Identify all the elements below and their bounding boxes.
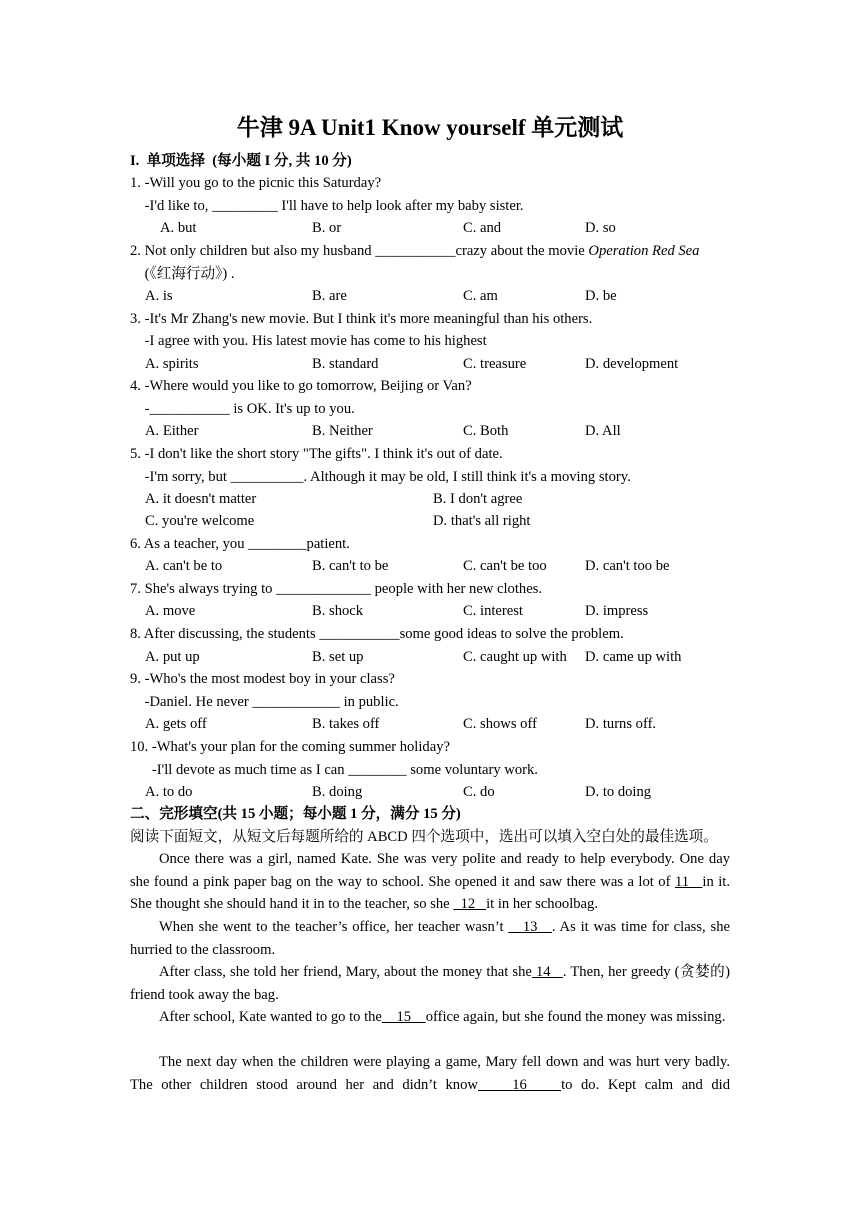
section1-heading: I. 单项选择 (每小题 I 分, 共 10 分) (130, 153, 352, 169)
question-7-line-1: 7. She's always trying to _____________ people with her new clothes. (130, 581, 543, 597)
p1-text-c: it in her schoolbag. (486, 896, 598, 913)
question-7-option-D: D. impress (585, 603, 649, 619)
blank-11: 11 (674, 873, 689, 890)
p3-text-a: After class, she told her friend, Mary, about the money that she (159, 964, 532, 980)
blank-16: 16 (512, 1076, 527, 1093)
question-9-line-2: -Daniel. He never ____________ in public. (130, 694, 399, 710)
p4-text-a: After school, Kate wanted to go to the (159, 1009, 382, 1025)
blank-12: 12 (460, 896, 476, 913)
p5-text-b: to do. Kept calm and did (561, 1076, 730, 1093)
question-2-option-A: A. is (145, 288, 173, 304)
question-8-option-C: C. caught up with (463, 649, 567, 665)
p1-text-a: Once there was a girl, named Kate. She was very polite and ready to help everybody. One day she found a pink paper bag on the way to school. She opened it and saw there was a lot of (130, 851, 730, 890)
question-1-option-A: A. but (160, 220, 197, 236)
passage-paragraph-4 (130, 1006, 730, 1029)
question-7-option-B: B. shock (312, 603, 364, 619)
blank-15: 15 (396, 1009, 412, 1025)
question-1-option-C: C. and (463, 220, 502, 236)
p2-text-b: . As it was time for class, she hurried to the classroom. (130, 919, 730, 958)
page-title: 牛津 9A Unit1 Know yourself 单元测试 (236, 115, 624, 140)
blank-14: 14 (535, 964, 551, 980)
question-3-line-1: 3. -It's Mr Zhang's new movie. But I think it's more meaningful than his others. (130, 311, 593, 327)
question-8-option-D: D. came up with (585, 649, 682, 665)
p5-text-a: The next day when the children were playing a game, Mary fell down and was hurt very badly. The other children stood around her and didn’t know (130, 1054, 730, 1093)
question-5-option-D: D. that's all right (433, 513, 531, 529)
question-1-option-D: D. so (585, 220, 616, 236)
question-5-line-1: 5. -I don't like the short story "The gifts". I think it's out of date. (130, 446, 503, 462)
question-4-option-B: B. Neither (312, 423, 373, 439)
question-4-option-A: A. Either (145, 423, 199, 439)
p1-text-b: in it. She thought she should hand it in to the teacher, so she (130, 873, 731, 913)
question-2-option-C: C. am (463, 288, 498, 304)
question-2-line-2: (《红海行动》) . (130, 266, 235, 282)
movie-title-italic: Operation Red Sea (588, 243, 700, 259)
section2-instruction: 阅读下面短文，从短文后每题所给的 ABCD 四个选项中，选出可以填入空白处的最佳选项。 (130, 829, 718, 845)
question-7-option-A: A. move (145, 603, 196, 619)
question-9-option-A: A. gets off (145, 716, 207, 732)
question-3-option-B: B. standard (312, 356, 379, 372)
section2-heading: 二、完形填空(共 15 小题；每小题 1 分，满分 15 分) (130, 806, 461, 822)
question-10-option-C: C. do (463, 784, 495, 800)
question-3-option-A: A. spirits (145, 356, 199, 372)
question-5-line-2: -I'm sorry, but __________. Although it may be old, I still think it's a moving story. (130, 469, 631, 485)
question-4-option-D: D. All (585, 423, 621, 439)
question-6-line-1: 6. As a teacher, you ________patient. (130, 536, 350, 552)
question-1-line-1: 1. -Will you go to the picnic this Saturday? (130, 175, 382, 191)
question-8-option-B: B. set up (312, 649, 364, 665)
question-3-option-C: C. treasure (463, 356, 527, 372)
blank-13: 13 (522, 919, 538, 935)
question-10-option-A: A. to do (145, 784, 193, 800)
p3-text-b: . Then, her greedy (贪婪的) friend took away the bag. (130, 964, 731, 1003)
question-5-option-A: A. it doesn't matter (145, 491, 257, 507)
question-5-option-B: B. I don't agree (433, 491, 523, 507)
question-6-option-A: A. can't be to (145, 558, 223, 574)
question-9-option-B: B. takes off (312, 716, 380, 732)
question-10-line-1: 10. -What's your plan for the coming summer holiday? (130, 739, 450, 755)
question-9-option-D: D. turns off. (585, 716, 657, 732)
passage-paragraph-2 (130, 916, 730, 961)
question-3-option-D: D. development (585, 356, 679, 372)
question-2-line-1: 2. Not only children but also my husband ___________crazy about the movie Operation Red Sea (130, 243, 700, 259)
passage-paragraph-3 (130, 961, 730, 1006)
question-3-line-2: -I agree with you. His latest movie has come to his highest (130, 333, 487, 349)
question-5-option-C: C. you're welcome (145, 513, 255, 529)
question-10-option-D: D. to doing (585, 784, 652, 800)
question-4-line-1: 4. -Where would you like to go tomorrow, Beijing or Van? (130, 378, 472, 394)
question-9-line-1: 9. -Who's the most modest boy in your class? (130, 671, 395, 687)
question-1-line-2: -I'd like to, _________ I'll have to help look after my baby sister. (130, 198, 524, 214)
p4-text-b: office again, but she found the money was missing. (425, 1009, 726, 1025)
question-1-option-B: B. or (312, 220, 342, 236)
question-2-option-B: B. are (312, 288, 347, 304)
question-8-line-1: 8. After discussing, the students ___________some good ideas to solve the problem. (130, 626, 624, 642)
question-8-option-A: A. put up (145, 649, 200, 665)
question-6-option-B: B. can't to be (312, 558, 389, 574)
passage-paragraph-5 (130, 1051, 730, 1096)
question-10-option-B: B. doing (312, 784, 363, 800)
question-7-option-C: C. interest (463, 603, 523, 619)
passage-paragraph-1 (130, 848, 730, 916)
question-4-line-2: -___________ is OK. It's up to you. (130, 401, 355, 417)
question-6-option-C: C. can't be too (463, 558, 547, 574)
p2-text-a: When she went to the teacher’s office, her teacher wasn’t (159, 919, 509, 935)
question-6-option-D: D. can't too be (585, 558, 670, 574)
question-2-option-D: D. be (585, 288, 617, 304)
question-4-option-C: C. Both (463, 423, 509, 439)
question-9-option-C: C. shows off (463, 716, 537, 732)
question-10-line-2: -I'll devote as much time as I can ________ some voluntary work. (130, 762, 538, 778)
